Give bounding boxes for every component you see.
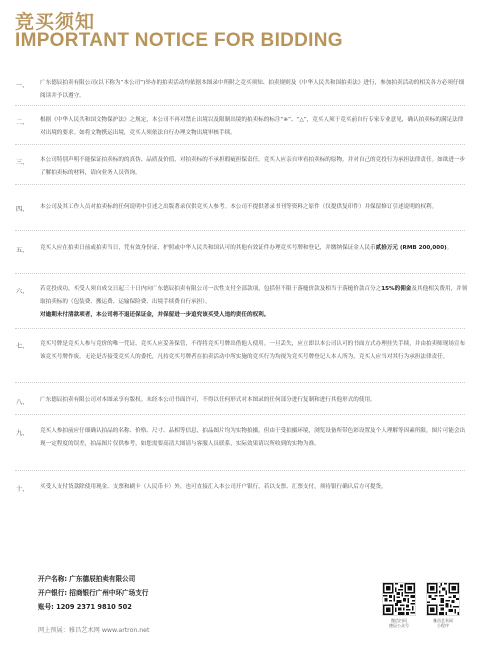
notice-number: 十、: [16, 486, 29, 493]
account-name: 开户名称: 广东德辰拍卖有限公司: [38, 575, 136, 583]
page-title-cn: 竞买须知: [15, 11, 96, 33]
account-number: 账号: 1209 2371 9810 502: [38, 603, 132, 611]
notice-number: 二、: [16, 119, 29, 126]
notice-number: 九、: [16, 430, 29, 437]
divider: [15, 105, 465, 106]
divider: [15, 144, 465, 145]
divider: [15, 414, 465, 415]
notice-text-main: 若竞投成功，买受人须自成交日起三十日内向广东德辰拍卖有限公司一次性支付全部款项，包括但不限于落槌价款及相当于落槌价款百分之: [40, 286, 382, 292]
online-preview-link[interactable]: 网上预展：雅昌艺术网 www.artron.net: [38, 627, 150, 634]
notice-number: 七、: [16, 343, 29, 350]
notice-number: 六、: [16, 288, 29, 295]
notice-text: 本公司及其工作人员对拍卖标的任何说明中引述之出版著录仅供竞买人参考。本公司不提供著录书刊等资料之原件（仅提供复印件）并保留修订引述说明的权利。: [40, 204, 438, 210]
notice-number: 四、: [16, 206, 29, 213]
wechat-qr-code-icon: [382, 582, 416, 616]
notice-text: 广东德辰拍卖有限公司对本图录享有版权。未经本公司书面许可，不得以任何形式对本图录的任何部分进行复制和进行其他形式的使用。: [40, 397, 376, 403]
notice-number: 八、: [16, 399, 29, 406]
divider: [15, 230, 465, 231]
notice-text: 买受人支付货款除使用现金、支票和刷卡（人民币卡）外，也可直接汇入本公司开户银行。若以支票、汇票支付，须待银行确认后方可提货。: [40, 484, 387, 490]
notice-text: [40, 283, 468, 322]
page-title-en: IMPORTANT NOTICE FOR BIDDING: [15, 30, 343, 51]
wechat-qr-caption: 微信扫码 德辰公众号: [389, 618, 409, 628]
notice-number: 三、: [16, 159, 29, 166]
notice-text-tail: 。: [446, 245, 453, 251]
divider: [15, 470, 465, 471]
notice-text: 竞买号牌是竞买人参与竞价的唯一凭证，竞买人应妥善保管，不得将竞买号牌出借他人使用。一旦丢失，应立即以本公司认可的书面方式办理挂失手续，并由拍卖师现场宣布该竞买号牌作废。无论是否接受竞买人的委托，凡持竞买号牌者在拍卖活动中所实施的竞买行为均视为竞买号牌登记人本人所为，竞买人应当对其行为承担法律责任。: [40, 341, 466, 360]
artron-qr-caption: 雅昌艺术网 小程序: [433, 618, 453, 628]
divider: [15, 273, 465, 274]
commission-rate: 15%的佣金: [381, 286, 412, 292]
notice-text: 本公司特别声明不能保证拍卖标的的真伪、品质及价值，对拍卖标的不承担瑕疵担保责任。竞买人应亲自审看拍卖标的原物，并对自己的竞投行为承担法律责任。如欲进一步了解拍卖标的材料，请向业务人员咨询。: [40, 157, 466, 176]
notice-number: 五、: [16, 247, 29, 254]
late-payment-warning: 对逾期未付清款项者，本公司将不退还保证金，并保留进一步追究该买受人违约责任的权利。: [40, 312, 270, 318]
notice-text-tail: 及其他相关费用，并领取拍卖标的（包装费、搬运费、运输保险费、出境手续费自行承担）。: [40, 286, 468, 305]
divider: [15, 382, 465, 383]
divider: [15, 184, 465, 185]
notice-text: 广东德辰拍卖有限公司(以下称为“本公司”)举办的拍卖活动均依据本图录中所附之竞买须知、拍卖规则及《中华人民共和国拍卖法》进行，参加拍卖活动的相关各方必须仔细阅读并予以遵守。: [40, 80, 465, 99]
divider: [15, 328, 465, 329]
notice-number: 一、: [16, 82, 29, 89]
notice-text: [40, 242, 468, 255]
deposit-amount: 贰拾万元 (RMB 200,000): [375, 245, 447, 251]
notice-text: 竞买人参拍前应仔细确认拍品的名称、价格、尺寸、品相等信息，拍品图片均为实物拍摄，但由于受拍摄环境，浏览设备所带色彩设置及个人理解等因素所限，图片可能会出现一定程度的误差，拍品图片仅供参考，如您需要高清大图请与客服人员联系，实际效果请以所收到的实物为准。: [40, 428, 466, 447]
bank-name: 开户银行: 招商银行广州中环广场支行: [38, 589, 149, 597]
bank-account-info: [38, 572, 148, 614]
notice-text: 根据《中华人民共和国文物保护法》之规定，本公司不再对禁止出境以及限制出境的拍卖标的标注“※”、“△”，竞买人须于竞买前自行专家专业意见，确认拍卖标的满足法律对出境的要求。如将文物携运出境，竞买人须依法自行办理文物出境审核手续。: [40, 117, 464, 136]
artron-qr-code-icon: [426, 582, 460, 616]
notice-text-main: 竞买人应在拍卖日前或拍卖当日，凭有效身份证、护照或中华人民共和国认可的其他有效证件办理竞买号牌和登记，并缴纳保证金人民币: [40, 245, 376, 251]
